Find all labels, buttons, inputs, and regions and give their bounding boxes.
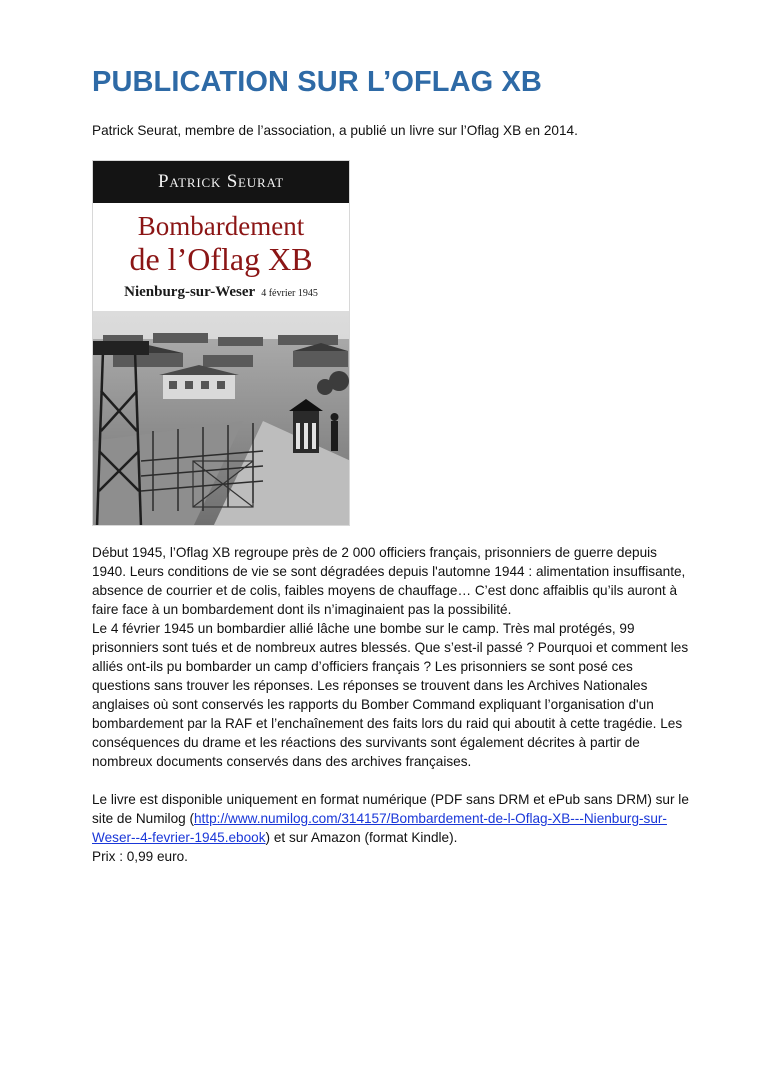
paragraph-bombing: Le 4 février 1945 un bombardier allié lâche une bombe sur le camp. Très mal protégés, 99 prisonniers sont tués et de nombreux autres blessés. Que s’est-il passé ? Pourquoi et comment les alliés ont-ils pu bombarder un camp d’officiers français ? Les prisonniers se sont posé ces questions sans trouver les réponses. Les réponses se trouvent dans les Archives Nationales anglaises où sont conservés les rapports du Bomber Command expliquant l’organisation d'un bombardement par la RAF et l’enchaînement des faits lors du raid qui aboutit à cette tragédie. Les conséquences du drame et les réactions des survivants sont également décrites à partir de nombreux documents conservés dans des archives françaises.	[92, 621, 689, 769]
numilog-link[interactable]: http://www.numilog.com/314157/Bombardement-de-l-Oflag-XB---Nienburg-sur-Weser--4-fevrier-1945.ebook	[92, 811, 667, 845]
spacer-line	[92, 771, 692, 790]
price-text: Prix : 0,99 euro.	[92, 849, 188, 864]
availability-text-end: ) et sur Amazon (format Kindle).	[265, 830, 458, 845]
cover-author: Patrick Seurat	[158, 171, 284, 192]
cover-title-line1: Bombardement	[137, 211, 305, 241]
availability-text: Le livre est disponible uniquement en format numérique (PDF sans DRM et ePub sans DRM) sur le site de Numilog (	[92, 792, 689, 826]
article-body	[92, 543, 692, 866]
paragraph-context: Début 1945, l’Oflag XB regroupe près de 2 000 officiers français, prisonniers de guerre depuis 1940. Leurs conditions de vie se sont dégradées depuis l'automne 1944 : alimentation insuffisante, absence de courrier et de colis, faibles moyens de chauffage… C’est donc affaiblis qu’ils auront à faire face à un bombardement dont ils n’imaginaient pas la possibilité.	[92, 545, 686, 617]
intro-text: Patrick Seurat, membre de l’association, a publié un livre sur l’Oflag XB en 2014.	[92, 123, 578, 138]
cover-subtitle	[93, 283, 349, 301]
cover-place: Nienburg-sur-Weser	[124, 284, 256, 300]
cover-author-band	[93, 161, 349, 203]
camp-photo	[93, 311, 350, 526]
cover-date: 4 février 1945	[261, 288, 318, 299]
cover-title-line2: de l’Oflag XB	[129, 241, 313, 277]
page-title: PUBLICATION SUR L’OFLAG XB	[92, 66, 542, 98]
paragraph-availability	[92, 790, 692, 847]
book-cover-image	[92, 160, 350, 526]
